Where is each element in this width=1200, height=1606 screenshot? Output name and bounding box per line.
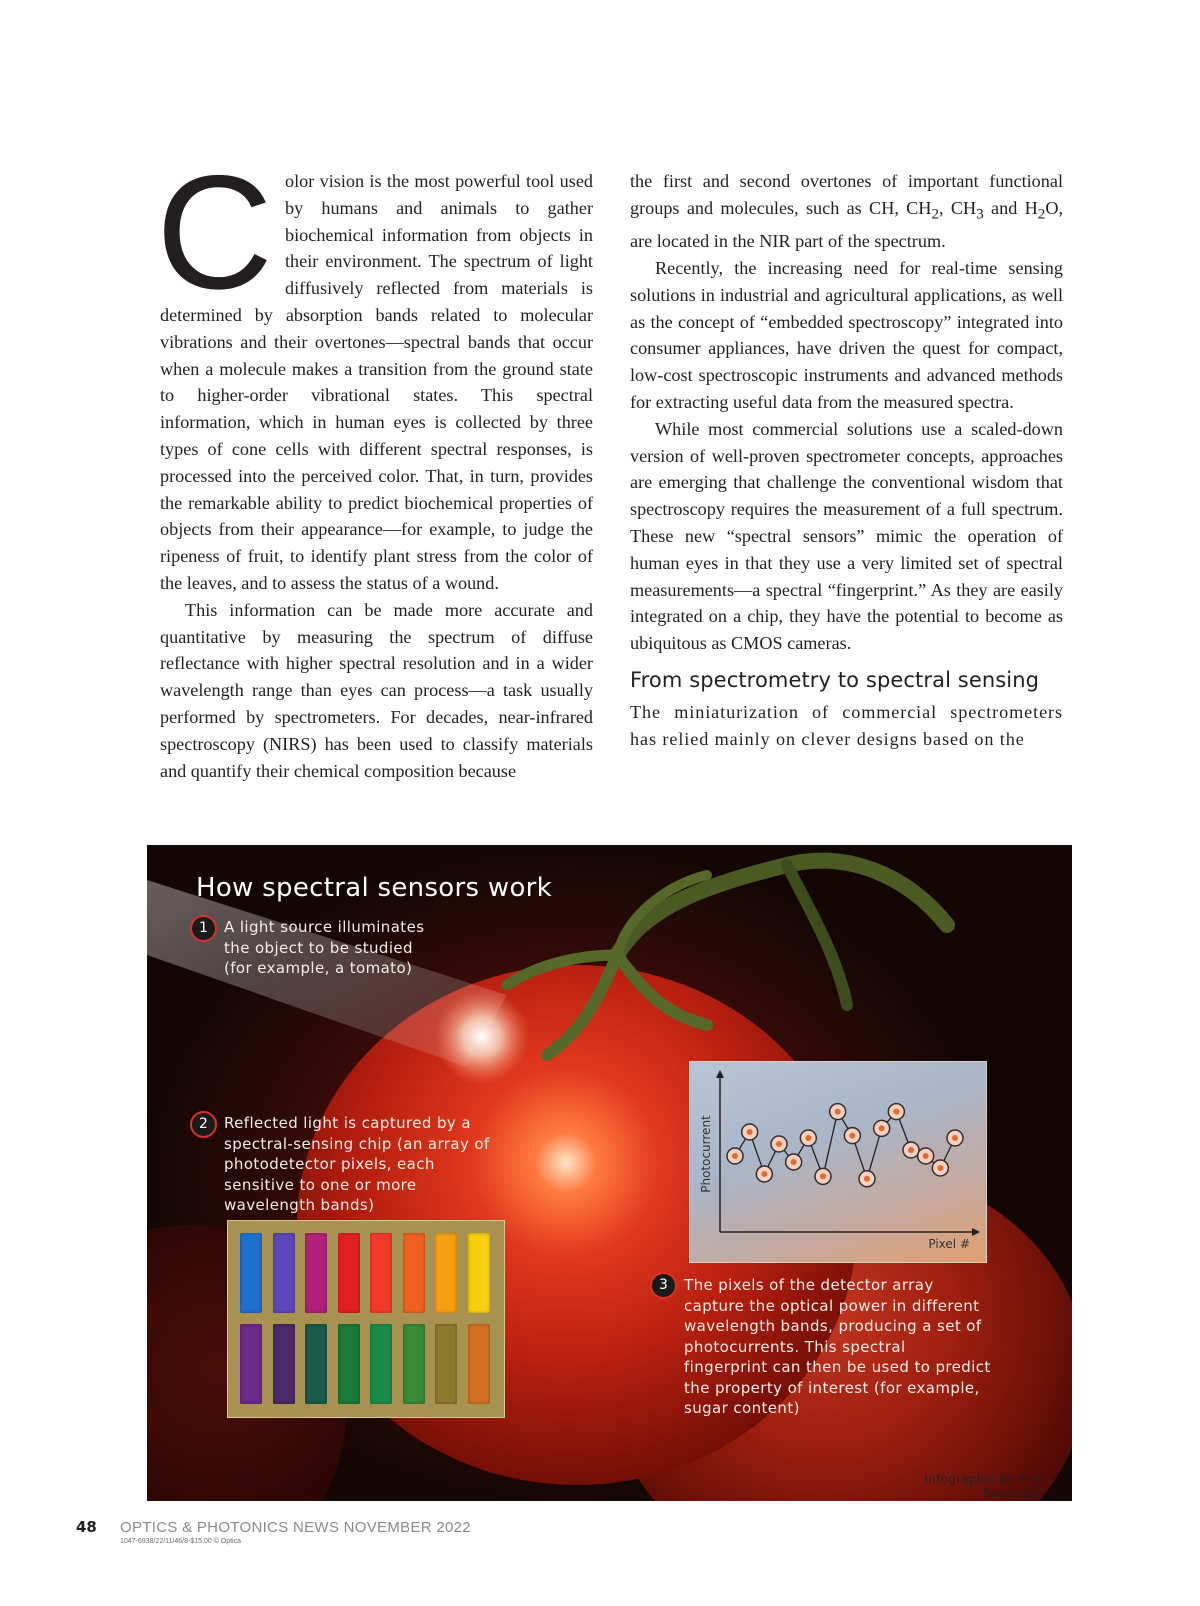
chip-pixel-top-3 bbox=[305, 1233, 327, 1313]
paragraph-2: This information can be made more accurate and quantitative by measuring the spectrum of diffuse reflectance with higher spectral resolution and in a wider wavelength range than eyes can process—a task usually performed by spectrometers. For decades, near-infrared spectroscopy (NIRS) has been used to classify materials and quantify their chemical composition because bbox=[160, 599, 593, 781]
plot-svg bbox=[690, 1062, 986, 1262]
fingerprint-point-core-2 bbox=[747, 1129, 753, 1135]
chip-pixel-top-8 bbox=[468, 1233, 490, 1313]
step-2-text: Reflected light is captured by a spectral-sensing chip (an array of photodetector pixels, each sensitive to one or more wavelength bands) bbox=[224, 1114, 490, 1214]
y-axis-label: Photocurrent bbox=[699, 1115, 713, 1193]
chip-pixel-top-5 bbox=[370, 1233, 392, 1313]
chip-pixel-bottom-2 bbox=[273, 1324, 295, 1404]
chip-pixel-bottom-1 bbox=[240, 1324, 262, 1404]
fingerprint-point-core-12 bbox=[893, 1109, 899, 1115]
paragraph-1: Color vision is the most powerful tool used by humans and animals to gather biochemical information from objects in their environment. The spectrum of light diffusively reflected from materials is determined by absorption bands related to molecular vibrations and their overtones—spectral bands that occur when a molecule makes a transition from the ground state to higher-order vibrational states. This spectral information, which in human eyes is collected by three types of cone cells with different spectral responses, is processed into the perceived color. That, in turn, provides the remarkable ability to predict biochemical properties of objects from their appearance—for example, to judge the ripeness of fruit, to identify plant stress from the color of the leaves, and to assess the status of a wound. bbox=[156, 142, 593, 593]
step-1-badge: 1 bbox=[190, 915, 217, 942]
chip-pixel-bottom-8 bbox=[468, 1324, 490, 1404]
x-axis-label: Pixel # bbox=[928, 1237, 970, 1251]
fingerprint-point-core-13 bbox=[908, 1147, 914, 1153]
step-3-text: The pixels of the detector array capture the optical power in different wavelength bands, producing a set of photocurrents. This spectral fingerprint can then be used to predict the property of interest (for example, sugar content) bbox=[684, 1276, 991, 1417]
fingerprint-point-core-9 bbox=[849, 1133, 855, 1139]
infographic-title: How spectral sensors work bbox=[196, 873, 553, 903]
fingerprint-point-core-1 bbox=[732, 1153, 738, 1159]
fingerprint-point-core-11 bbox=[879, 1125, 885, 1131]
infographic-credit: Infographic by Phil Saunders bbox=[924, 1472, 1041, 1500]
fingerprint-point-core-15 bbox=[937, 1165, 943, 1171]
fingerprint-point-core-7 bbox=[820, 1173, 826, 1179]
fingerprint-point-core-6 bbox=[805, 1135, 811, 1141]
chip-pixel-bottom-5 bbox=[370, 1324, 392, 1404]
infographic bbox=[147, 845, 1072, 1501]
chip-pixel-bottom-6 bbox=[403, 1324, 425, 1404]
chip-pixel-bottom-7 bbox=[435, 1324, 457, 1404]
step-1-text: A light source illuminates the object to be studied (for example, a tomato) bbox=[224, 918, 425, 977]
chip-pixel-top-2 bbox=[273, 1233, 295, 1313]
step-2-badge: 2 bbox=[190, 1111, 217, 1138]
photocurrent-plot bbox=[689, 1061, 987, 1263]
step-3-badge: 3 bbox=[650, 1272, 677, 1299]
paragraph-6: The miniaturization of commercial spectrometers has relied mainly on clever designs based on the bbox=[630, 701, 1063, 749]
spectral-sensing-chip bbox=[227, 1220, 505, 1418]
fingerprint-point-core-4 bbox=[776, 1141, 782, 1147]
copyright-line: 1047-6938/22/11/46/8-$15.00 © Optica bbox=[120, 1538, 242, 1545]
fingerprint-point-core-10 bbox=[864, 1176, 870, 1182]
journal-name: OPTICS & PHOTONICS NEWS NOVEMBER 2022 bbox=[120, 1519, 471, 1536]
drop-cap: C bbox=[156, 142, 273, 323]
right-column bbox=[630, 168, 1063, 753]
chip-pixel-top-7 bbox=[435, 1233, 457, 1313]
paragraph-4: Recently, the increasing need for real-time sensing solutions in industrial and agricultural applications, as well as the concept of “embedded spectroscopy” integrated into consumer appliances, have driven the quest for compact, low-cost spectroscopic instruments and advanced methods for extracting useful data from the measured spectra. bbox=[630, 258, 1063, 413]
chip-pixel-bottom-4 bbox=[338, 1324, 360, 1404]
fingerprint-point-core-14 bbox=[923, 1153, 929, 1159]
fingerprint-point-core-5 bbox=[791, 1159, 797, 1165]
chip-pixel-bottom-3 bbox=[305, 1324, 327, 1404]
chip-pixel-top-1 bbox=[240, 1233, 262, 1313]
chip-pixel-top-6 bbox=[403, 1233, 425, 1313]
page-number: 48 bbox=[76, 1518, 97, 1536]
fingerprint-series bbox=[727, 1104, 963, 1187]
fingerprint-point-core-3 bbox=[761, 1171, 767, 1177]
left-column bbox=[156, 142, 593, 784]
section-heading: From spectrometry to spectral sensing bbox=[630, 667, 1040, 692]
paragraph-3: the first and second overtones of important functional groups and molecules, such as CH, $CH_2$, $CH_3$ and $H_2O$, are located in the NIR part of the spectrum. bbox=[630, 171, 1064, 252]
chip-pixel-top-4 bbox=[338, 1233, 360, 1313]
fingerprint-point-core-8 bbox=[835, 1109, 841, 1115]
fingerprint-point-core-16 bbox=[952, 1135, 958, 1141]
paragraph-5: While most commercial solutions use a scaled-down version of well-proven spectrometer concepts, approaches are emerging that challenge the conventional wisdom that spectroscopy requires the measurement of a full spectrum. These new “spectral sensors” mimic the operation of human eyes in that they use a very limited set of spectral measurements—a spectral “fingerprint.” As they are easily integrated on a chip, they have the potential to become as ubiquitous as CMOS cameras. bbox=[630, 418, 1063, 654]
